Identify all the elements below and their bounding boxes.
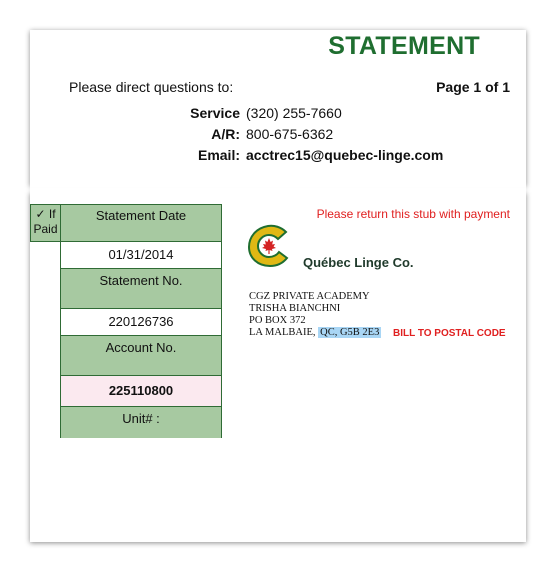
if-paid-checkbox-header[interactable]: ✓ If Paid	[30, 204, 61, 242]
account-no-label: Account No.	[60, 335, 222, 376]
statement-no-value: 220126736	[60, 308, 222, 336]
quebec-linge-logo-icon	[246, 224, 298, 268]
return-stub-note: Please return this stub with payment	[316, 207, 510, 221]
statement-date-value: 01/31/2014	[60, 241, 222, 269]
statement-date-label: Statement Date	[60, 204, 222, 242]
address-city: LA MALBAIE,	[249, 327, 316, 338]
statement-header-sheet	[30, 30, 526, 186]
ar-phone: 800-675-6362	[246, 126, 334, 142]
statement-no-label: Statement No.	[60, 268, 222, 309]
address-line-1: CGZ PRIVATE ACADEMY	[249, 291, 370, 302]
email-label: Email:	[197, 147, 240, 163]
questions-label: Please direct questions to:	[69, 79, 234, 95]
page-indicator: Page 1 of 1	[436, 79, 510, 95]
unit-label: Unit# :	[60, 406, 222, 438]
service-label: Service	[190, 105, 240, 121]
torn-edge-bottom	[30, 168, 526, 190]
address-line-2: TRISHA BIANCHNI	[249, 303, 341, 314]
company-name: Québec Linge Co.	[303, 255, 414, 270]
payment-stub-sheet	[30, 192, 526, 542]
address-postal-code: QC, G5B 2E3	[320, 327, 380, 338]
ar-label: A/R:	[211, 126, 240, 142]
email-address: acctrec15@quebec-linge.com	[246, 147, 444, 163]
service-phone: (320) 255-7660	[246, 105, 342, 121]
address-line-3: PO BOX 372	[249, 315, 306, 326]
address-city-line	[249, 327, 381, 339]
statement-title: STATEMENT	[328, 32, 480, 60]
account-no-value: 225110800	[60, 375, 222, 407]
bill-to-postal-note: BILL TO POSTAL CODE	[393, 328, 506, 339]
